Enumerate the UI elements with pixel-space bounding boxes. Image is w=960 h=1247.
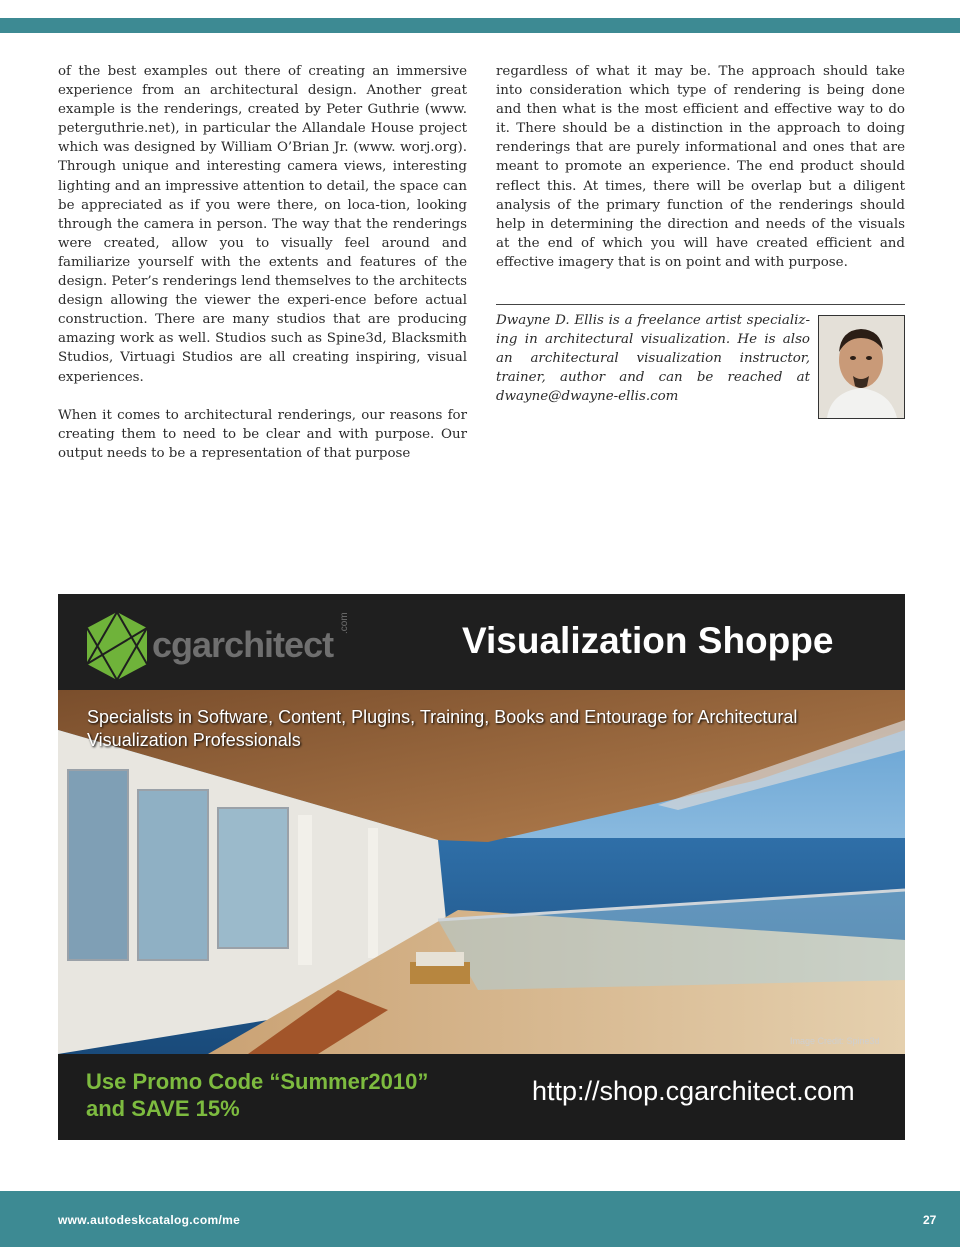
footer-website-link[interactable]: www.autodeskcatalog.com/me bbox=[58, 1213, 241, 1227]
promo-discount-line: and SAVE 15% bbox=[86, 1096, 240, 1121]
cgarchitect-logo-icon bbox=[84, 610, 150, 682]
promo-text bbox=[86, 1068, 466, 1122]
author-bio: Dwayne D. Ellis is a freelance artist specializ-ing in architectural visualization. He is also an architectural visualization instructor, trainer, author and can be reached at dwayne@dwayne-ellis.com bbox=[496, 313, 810, 405]
shop-link[interactable]: http://shop.cgarchitect.com bbox=[532, 1076, 855, 1106]
top-accent-bar bbox=[0, 18, 960, 33]
ad-brand-name: cgarchitect bbox=[152, 624, 334, 665]
article-right-column bbox=[496, 62, 905, 291]
image-credit: Image Credit: Spine3d bbox=[790, 1036, 880, 1046]
article-paragraph: When it comes to architectural renderings, our reasons for creating them to need to be clear and with purpose. Our output needs to be a representation of that purpose bbox=[58, 407, 467, 461]
article-left-column bbox=[58, 62, 467, 482]
cgarchitect-advertisement[interactable] bbox=[58, 594, 905, 1140]
author-photo bbox=[818, 315, 905, 419]
article-paragraph: of the best examples out there of creating an immersive experience from an architectural design. Another great example is the renderings, created by Peter Guthrie (www. peterguthrie.net), in particular the Allandale House project which was designed by William O’Brian Jr. (www. worj.org). Through unique and interesting camera views, interesting lighting and an impressive attention to detail, the space can be appreciated as if you were there, on loca-tion, looking through the camera in person. The way that the renderings were created, allow you to visually feel around and familiarize yourself with the extents and features of the design. Peter’s renderings lend themselves to the architects design allowing the viewer the experi-ence before actual construction. There are many studios that are producing amazing work as well. Studios such as Spine3d, Blacksmith Studios, Virtuagi Studios are all creating inspiring, visual experiences. bbox=[58, 64, 467, 385]
bio-divider bbox=[496, 304, 905, 305]
ad-brand-suffix: .com bbox=[339, 612, 350, 634]
ad-title: Visualization Shoppe bbox=[462, 620, 834, 661]
ad-tagline: Specialists in Software, Content, Plugins, Training, Books and Entourage for Architectural Visualization Professionals bbox=[87, 707, 798, 750]
article-paragraph: regardless of what it may be. The approach should take into consideration which type of rendering is being done and then what is the most efficient and effective way to do it. There should be a distinction in the approach to doing renderings that are purely informational and ones that are meant to promote an experience. The end product should reflect this. At times, there will be overlap but a diligent analysis of the primary function of the renderings should help in determining the direction and needs of the visuals at the end of which you will have created efficient and effective imagery that is on point and with purpose. bbox=[496, 64, 905, 270]
page-number: 27 bbox=[923, 1213, 937, 1227]
promo-code-line: Use Promo Code “Summer2010” bbox=[86, 1069, 429, 1094]
